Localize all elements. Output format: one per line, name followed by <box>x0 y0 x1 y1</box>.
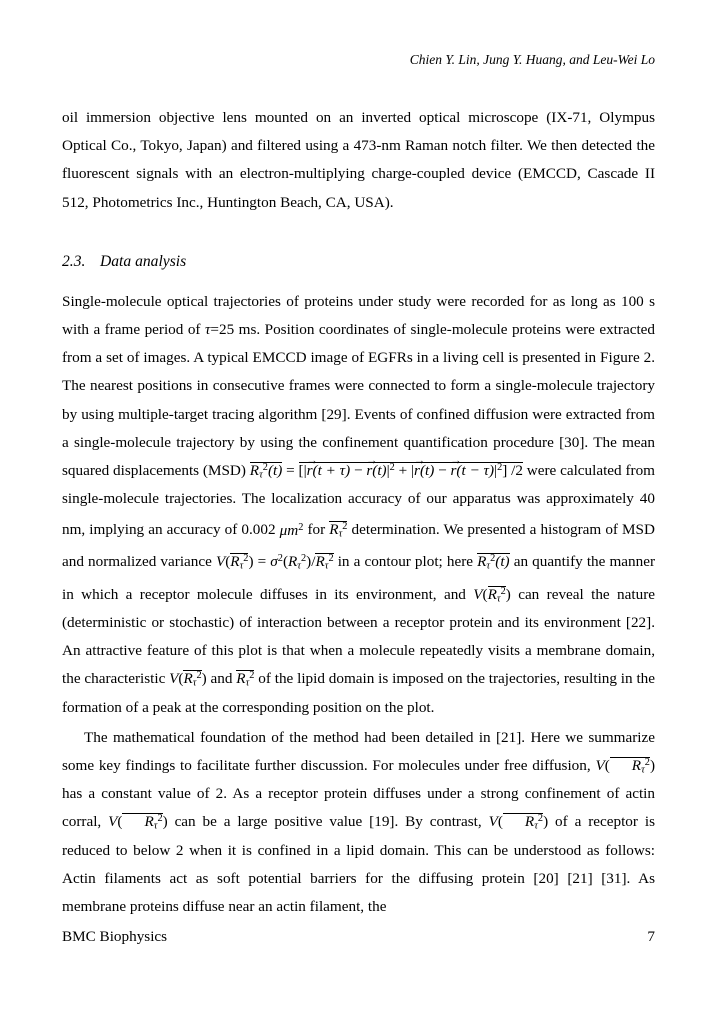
vector-arrow: → <box>450 452 462 467</box>
math-R: R <box>236 670 246 688</box>
overline-group <box>183 670 201 690</box>
symbol-tau: τ <box>204 321 211 339</box>
math-superscript-2: 2 <box>277 552 283 564</box>
math-subscript-tau: τ <box>245 677 250 689</box>
text-run: of a receptor is reduced to below 2 when it is confined in a lipid domain. This can be understood as follows: Actin filaments act as soft potential barriers for the diffusing protein [20] [21] [31]. As membrane proteins diffuse near an actin filament, the <box>62 813 655 915</box>
math-superscript-2: 2 <box>301 552 307 564</box>
math-paren-close: ) <box>306 552 312 570</box>
overline-group <box>477 553 510 573</box>
text-run: The mathematical foundation of the method had been detailed in [21]. Here we summarize some key findings to facilitate further discussion. For molecules under free diffusion, <box>62 728 655 774</box>
unit-micrometer-squared <box>280 522 304 539</box>
math-subscript-tau: τ <box>153 820 158 832</box>
math-subscript-tau: τ <box>338 529 343 541</box>
math-subscript-tau: τ <box>496 593 501 605</box>
text-run: has a constant value of 2. As a receptor protein diffuses under a strong confinement of actin corral, <box>62 785 655 831</box>
math-r: r <box>414 462 420 480</box>
math-R: R <box>144 813 154 831</box>
math-subscript-tau: τ <box>641 764 645 776</box>
math-equals: = <box>257 552 267 570</box>
math-bracket-close: ] <box>502 462 508 480</box>
spacer <box>62 276 655 288</box>
math-subscript-tau: τ <box>534 820 538 832</box>
math-minus: − <box>353 462 363 480</box>
paragraph-math-foundation <box>62 724 655 921</box>
math-r: r <box>366 462 373 480</box>
math-paren-close: ) <box>201 670 207 688</box>
footer-page-number: 7 <box>647 928 655 945</box>
math-superscript-2: 2 <box>157 813 163 825</box>
math-R: R <box>288 552 298 570</box>
math-R: R <box>631 756 642 774</box>
math-vector-r <box>365 452 378 480</box>
text-run: of the lipid domain is imposed on the trajectories, resulting in the formation of a peak at the corresponding position on the plot. <box>62 670 655 716</box>
symbol-msd-mean <box>329 522 347 539</box>
math-superscript-2: 2 <box>389 461 395 473</box>
vector-arrow: → <box>413 452 426 467</box>
math-paren-open: ( <box>178 670 184 688</box>
symbol-variance-V <box>595 757 655 774</box>
math-arg-t: (t) <box>495 552 510 570</box>
math-subscript-tau: τ <box>297 560 301 572</box>
math-superscript-2: 2 <box>243 552 249 564</box>
vector-arrow: → <box>306 452 318 467</box>
math-paren-close: ) <box>248 552 254 570</box>
math-abs-bar: | <box>303 462 307 480</box>
text-run: and <box>206 670 237 688</box>
page-footer <box>62 927 655 947</box>
text-run: =25 ms. Position coordinates of single-molecule proteins were extracted from a set of images. A typical EMCCD image of EGFRs in a living cell is presented in Figure 2. The nearest positions in consecutive frames were connected to form a single-molecule trajectory by using multiple-target tracing algorithm [29]. Events of confined diffusion were extracted from a single-molecule trajectory by using the confinement quantification procedure [30]. The mean squared displacements (MSD) <box>62 321 655 480</box>
overline-group <box>250 462 283 482</box>
paragraph-text: oil immersion objective lens mounted on an inverted optical microscope (IX-71, Olympus Optical Co., Tokyo, Japan) and filtered using a 473-nm Raman notch filter. We then detected the fluorescent signals with an electron-multiplying charge-coupled device (EMCCD, Cascade II 512, Photometrics Inc., Huntington Beach, CA, USA). <box>62 109 655 211</box>
math-arg-t: (t) <box>267 462 283 480</box>
math-paren-close: ) <box>543 813 549 831</box>
running-head: Chien Y. Lin, Jung Y. Huang, and Leu-Wei Lo <box>409 52 655 67</box>
symbol-variance-V <box>169 670 207 687</box>
math-r: r <box>306 462 313 480</box>
math-subscript-tau: τ <box>192 677 197 689</box>
text-run: were calculated from single-molecule trajectories. The localization accuracy of our apparatus was approximately 40 nm, implying an accuracy of 0.002 <box>62 462 655 539</box>
symbol-variance-V <box>489 813 549 830</box>
unit-mu-m: μm <box>279 521 299 539</box>
math-V: V <box>488 813 498 831</box>
math-paren-open: ( <box>225 552 231 570</box>
math-slash: / <box>311 552 316 570</box>
paragraph-instrumentation <box>62 104 655 217</box>
math-R: R <box>183 670 193 688</box>
math-paren-open: ( <box>282 552 289 570</box>
overline-group <box>298 452 523 480</box>
text-run: for <box>303 521 330 539</box>
math-arg: (t) <box>419 462 435 480</box>
vector-arrow: → <box>365 452 378 467</box>
symbol-variance-V <box>473 586 511 603</box>
math-V: V <box>473 585 483 603</box>
math-superscript-2: 2 <box>249 670 255 682</box>
section-heading <box>62 248 655 276</box>
math-V: V <box>595 756 605 774</box>
text-run: can reveal the nature (deterministic or stochastic) of interaction between a receptor protein and its environment [22]. An attractive feature of this plot is that when a molecule repeatedly visits a membrane domain, the characteristic <box>62 585 655 688</box>
math-arg: (t − τ) <box>456 462 495 480</box>
overline-group <box>315 553 333 573</box>
math-superscript-2: 2 <box>196 670 202 682</box>
symbol-msd-mean <box>236 670 254 687</box>
math-subscript-tau: τ <box>486 560 491 572</box>
math-superscript-2: 2 <box>644 756 650 768</box>
math-superscript-2: 2 <box>537 813 544 825</box>
symbol-msd-of-t <box>477 553 510 570</box>
math-V: V <box>108 813 118 831</box>
math-abs-bar: | <box>494 462 498 480</box>
math-arg: (t + τ) <box>312 462 351 480</box>
paragraph-data-analysis <box>62 288 655 722</box>
math-superscript-2: 2 <box>490 552 496 564</box>
math-minus: − <box>438 462 447 480</box>
page-content <box>62 104 655 921</box>
math-R: R <box>230 552 240 570</box>
spacer <box>62 217 655 248</box>
math-paren-close: ) <box>162 813 168 831</box>
text-run: an quantify the manner in which a receptor molecule diffuses in its environment, and <box>62 552 656 603</box>
math-over-two: /2 <box>511 462 523 480</box>
math-R: R <box>487 585 497 603</box>
math-superscript-2: 2 <box>328 552 334 564</box>
section-number: 2.3. <box>62 252 86 270</box>
math-vector-r <box>450 452 462 480</box>
math-R: R <box>329 521 339 539</box>
overline-group <box>610 757 650 777</box>
equation-normalized-variance <box>216 553 334 570</box>
math-V: V <box>169 670 179 688</box>
math-r: r <box>450 462 457 480</box>
overline-group <box>503 813 543 833</box>
math-paren-open: ( <box>117 813 123 831</box>
footer-journal-name: BMC Biophysics <box>62 928 168 945</box>
overline-group <box>230 553 248 573</box>
math-paren-close: ) <box>505 585 511 603</box>
text-run: determination. We presented a histogram of MSD and normalized variance <box>62 521 655 570</box>
text-run: in a contour plot; here <box>333 552 478 570</box>
math-superscript-2: 2 <box>497 461 503 473</box>
math-plus: + <box>398 462 408 480</box>
equation-msd-definition <box>249 452 523 481</box>
math-abs-bar: | <box>411 462 415 480</box>
math-subscript-tau: τ <box>324 560 329 572</box>
math-paren-open: ( <box>604 756 610 774</box>
overline-group <box>488 586 506 606</box>
math-paren-open: ( <box>497 813 503 831</box>
math-R: R <box>477 552 487 570</box>
section-title: Data analysis <box>100 252 187 270</box>
math-R: R <box>315 552 325 570</box>
math-abs-bar: | <box>386 462 390 480</box>
text-run: can be a large positive value [19]. By contrast, <box>167 813 489 831</box>
text-run: Single-molecule optical trajectories of proteins under study were recorded for as long as 100 s with a frame period of <box>62 292 655 339</box>
math-sigma: σ <box>270 552 278 570</box>
overline-group <box>329 521 347 541</box>
math-subscript-tau: τ <box>239 560 244 572</box>
math-R: R <box>249 462 260 480</box>
math-V: V <box>215 552 226 570</box>
overline-group <box>236 670 254 690</box>
math-paren-close: ) <box>649 756 655 774</box>
math-superscript-2: 2 <box>262 461 268 473</box>
math-paren-open: ( <box>482 585 488 603</box>
math-vector-r <box>306 452 318 480</box>
math-superscript-2: 2 <box>500 585 506 597</box>
math-R: R <box>524 813 535 831</box>
math-vector-r <box>413 452 426 480</box>
math-superscript-2: 2 <box>342 521 348 533</box>
symbol-variance-V <box>108 813 168 830</box>
overline-group <box>122 813 162 833</box>
math-arg: (t) <box>372 462 387 480</box>
math-bracket-open: [ <box>298 462 304 480</box>
math-subscript-tau: τ <box>259 469 263 481</box>
unit-exponent: 2 <box>298 521 304 533</box>
math-equals: = <box>286 462 295 480</box>
